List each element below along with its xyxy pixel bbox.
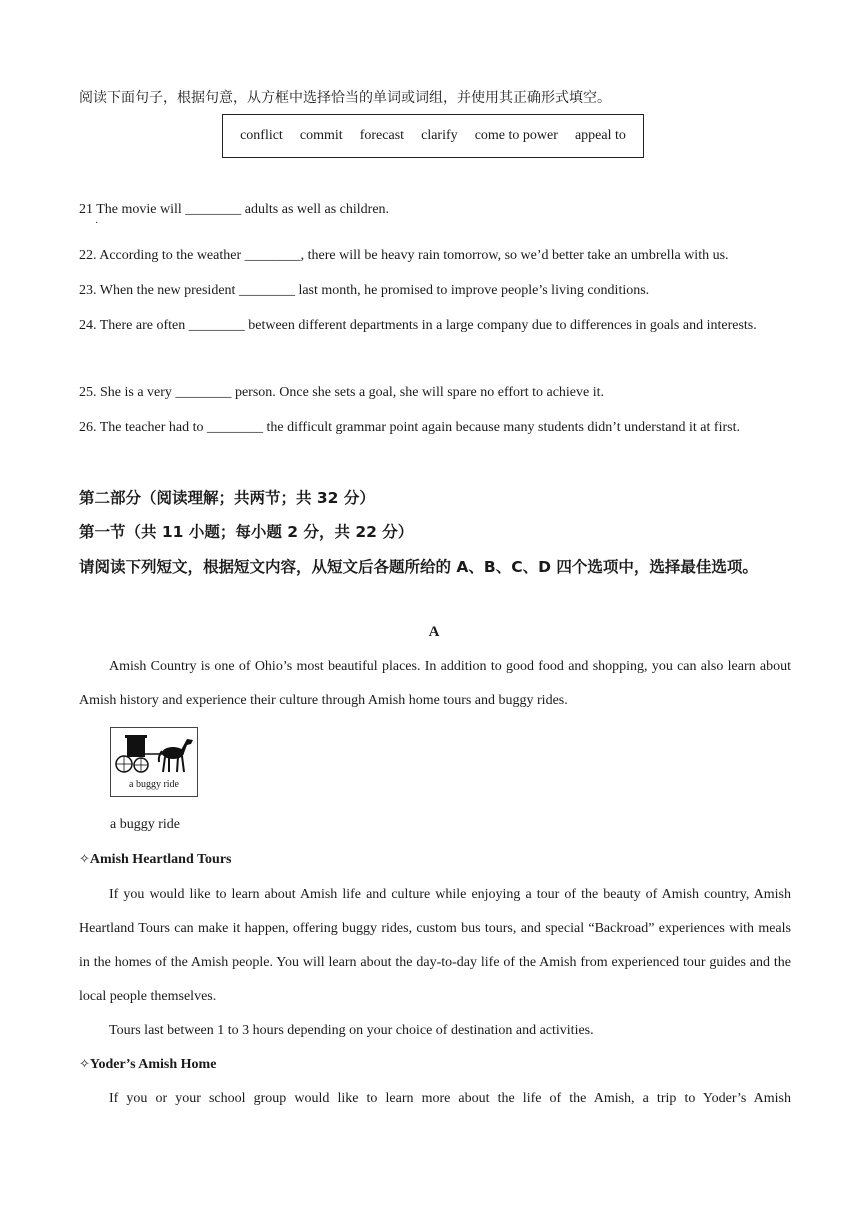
fill-in-instruction: 阅读下面句子，根据句意，从方框中选择恰当的单词或词组，并使用其正确形式填空。 (79, 91, 611, 106)
question-23 (79, 283, 649, 299)
question-text: She is a very (100, 385, 176, 400)
word-option: come to power (474, 128, 558, 143)
yoders-paragraph-1: If you or your school group would like to learn more about the life of the Amish, a trip to Yoder’s Amish (109, 1091, 791, 1106)
question-number: 23. (79, 283, 97, 298)
question-text: person. Once she sets a goal, she will spare no effort to achieve it. (231, 385, 605, 400)
question-text: adults as well as children. (241, 202, 390, 217)
question-text: According to the weather (99, 248, 245, 263)
heartland-paragraph-1: If you would like to learn about Amish life and culture while enjoying a tour of the beauty of Amish country, Amish Heartland Tours can make it happen, offering buggy rides, custom bus tours, and special “Backroad” experiences with meals in the homes of the Amish people. You will learn about the day-to-day life of the Amish from experienced tour guides and the local people themselves. (79, 887, 791, 1004)
word-option: conflict (240, 128, 283, 143)
answer-blank[interactable]: ________ (207, 420, 264, 435)
question-number: 25. (79, 385, 97, 400)
image-caption: a buggy ride (110, 817, 180, 832)
sparkle-icon: ✧ (79, 1057, 90, 1072)
question-text: The movie will (96, 202, 186, 217)
answer-blank[interactable]: ________ (188, 318, 245, 333)
question-21 (79, 202, 389, 218)
heartland-paragraph-2: Tours last between 1 to 3 hours depending on your choice of destination and activities. (109, 1023, 594, 1038)
passage-intro: Amish Country is one of Ohio’s most beautiful places. In addition to good food and shopping, you can also learn about Amish history and experience their culture through Amish home tours and buggy rides. (79, 659, 791, 708)
answer-blank[interactable]: ________ (244, 248, 301, 263)
answer-blank[interactable]: ________ (238, 283, 295, 298)
question-22 (79, 248, 729, 264)
section-title-text: Amish Heartland Tours (89, 852, 232, 867)
question-24 (79, 309, 791, 343)
question-text: last month, he promised to improve people’s living conditions. (294, 283, 650, 298)
question-text: , there will be heavy rain tomorrow, so we’d better take an umbrella with us. (300, 248, 729, 263)
section-title-text: Yoder’s Amish Home (89, 1057, 217, 1072)
image-inner-caption: a buggy ride (129, 779, 179, 790)
word-option: commit (299, 128, 343, 143)
passage-letter: A (428, 624, 440, 640)
question-text: There are often (99, 318, 189, 333)
answer-blank[interactable]: ________ (185, 202, 242, 217)
word-option: clarify (421, 128, 458, 143)
question-number: 22. (79, 248, 97, 263)
sparkle-icon: ✧ (79, 852, 90, 867)
question-number: 26. (79, 420, 97, 435)
stray-dot: · (95, 218, 99, 229)
word-option: forecast (359, 128, 405, 143)
question-text: between different departments in a large company due to differences in goals and interests. (244, 318, 757, 333)
section-title-yoders (79, 1057, 216, 1073)
part-two-heading: 第二部分（阅读理解；共两节；共 32 分） (79, 489, 375, 507)
question-25 (79, 385, 604, 401)
question-text: the difficult grammar point again because many students didn’t understand it at first. (263, 420, 740, 435)
question-number: 24. (79, 318, 97, 333)
question-text: The teacher had to (99, 420, 208, 435)
reading-instruction: 请阅读下列短文，根据短文内容，从短文后各题所给的 A、B、C、D 四个选项中，选择最佳选项。 (79, 558, 758, 576)
section-one-heading: 第一节（共 11 小题；每小题 2 分，共 22 分） (79, 523, 414, 541)
question-number: 21 (79, 202, 93, 217)
answer-blank[interactable]: ________ (175, 385, 232, 400)
word-option: appeal to (574, 128, 626, 143)
section-title-heartland (79, 852, 232, 868)
buggy-ride-image (110, 727, 198, 797)
question-26 (79, 411, 791, 445)
word-bank-box (222, 114, 644, 158)
question-text: When the new president (99, 283, 239, 298)
